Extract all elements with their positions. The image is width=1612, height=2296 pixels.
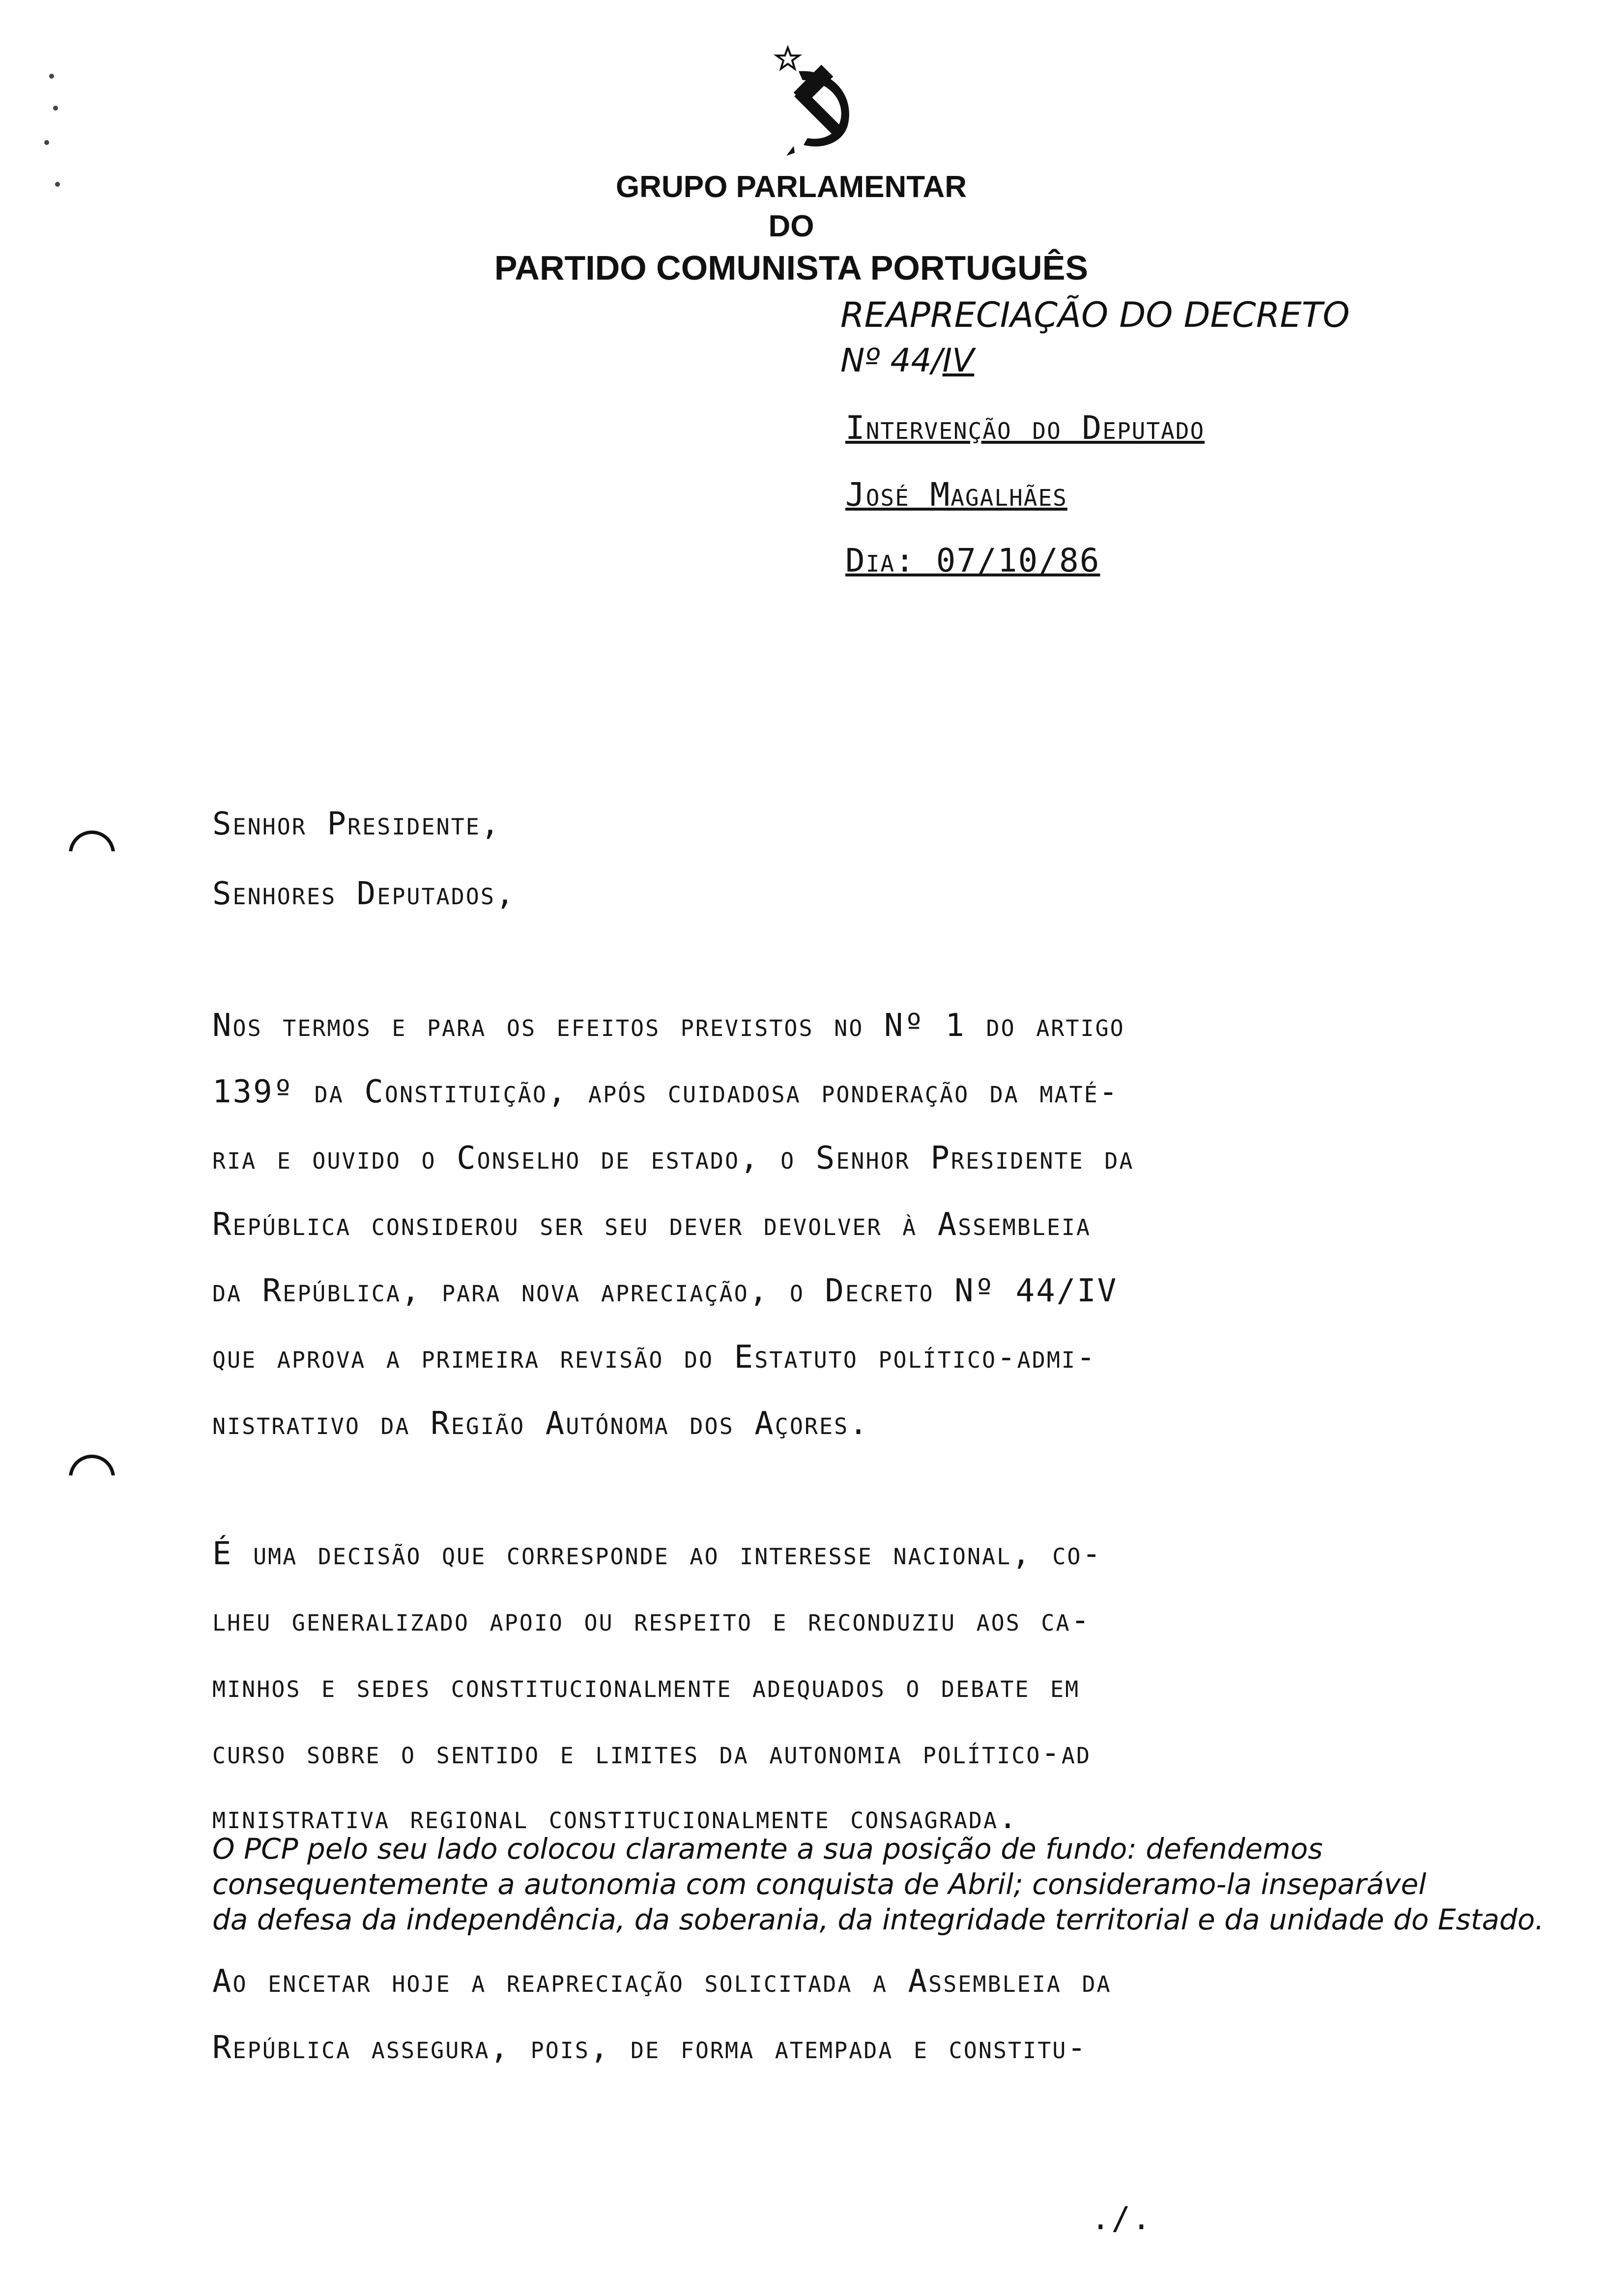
paragraph-1-line: que aprova a primeira revisão do Estatuto político-admi-: [212, 1339, 1097, 1376]
paragraph-2-line: curso sobre o sentido e limites da autonomia político-ad: [212, 1735, 1092, 1771]
handwritten-decree-roman: IV: [942, 342, 975, 379]
hammer-sickle-emblem-icon: [764, 42, 872, 160]
header-line-3: PARTIDO COMUNISTA PORTUGUÊS: [494, 249, 1089, 287]
header-line-2: DO: [768, 209, 814, 243]
paragraph-1-line: República considerou ser seu dever devolver à Assembleia: [212, 1206, 1092, 1243]
margin-speck: [49, 74, 54, 79]
handwritten-title-line-1: REAPRECIAÇÃO DO DECRETO: [840, 295, 1350, 335]
punch-hole-mark: [69, 1455, 115, 1501]
salutation-line-1: Senhor Presidente,: [212, 806, 501, 842]
date-line: Dia: 07/10/86: [845, 542, 1100, 579]
paragraph-1-line: Nos termos e para os efeitos previstos no Nº 1 do artigo: [212, 1007, 1125, 1044]
paragraph-2-line: É uma decisão que corresponde ao interesse nacional, co-: [212, 1536, 1102, 1572]
paragraph-1-line: da República, para nova apreciação, o Decreto Nº 44/IV: [212, 1273, 1118, 1309]
paragraph-3-line: Ao encetar hoje a reapreciação solicitada a Assembleia da: [212, 1963, 1112, 2000]
handwritten-note-line: da defesa da independência, da soberania, da integridade territorial e da unidade do Estado.: [212, 1903, 1544, 1936]
paragraph-2-line: minhos e sedes constitucionalmente adequados o debate em: [212, 1668, 1080, 1705]
handwritten-title-line-2: [840, 342, 974, 379]
paragraph-3-line: República assegura, pois, de forma atempada e constitu-: [212, 2030, 1088, 2066]
intervention-label: Intervenção do Deputado: [845, 409, 1205, 447]
margin-speck: [53, 106, 58, 111]
handwritten-note-line: consequentemente a autonomia com conquista de Abril; consideramo-la inseparável: [212, 1867, 1427, 1901]
paragraph-2-line: ministrativa regional constitucionalmente consagrada.: [212, 1800, 1019, 1836]
salutation-line-2: Senhores Deputados,: [212, 876, 516, 912]
punch-hole-mark: [69, 831, 115, 877]
continuation-mark: ./.: [1091, 2201, 1152, 2237]
paragraph-1-line: ria e ouvido o Conselho de estado, o Senhor Presidente da: [212, 1140, 1134, 1177]
paragraph-1-line: 139º da Constituição, após cuidadosa ponderação da maté-: [212, 1074, 1120, 1110]
deputy-name: José Magalhães: [845, 476, 1067, 514]
header-line-1: GRUPO PARLAMENTAR: [615, 170, 967, 204]
handwritten-note-line: O PCP pelo seu lado colocou claramente a sua posição de fundo: defendemos: [212, 1832, 1323, 1866]
handwritten-decree-number: Nº 44/: [840, 342, 943, 379]
paragraph-1-line: nistrativo da Região Autónoma dos Açores.: [212, 1406, 869, 1442]
margin-speck: [44, 140, 49, 145]
paragraph-2-line: lheu generalizado apoio ou respeito e reconduziu aos ca-: [212, 1602, 1092, 1638]
